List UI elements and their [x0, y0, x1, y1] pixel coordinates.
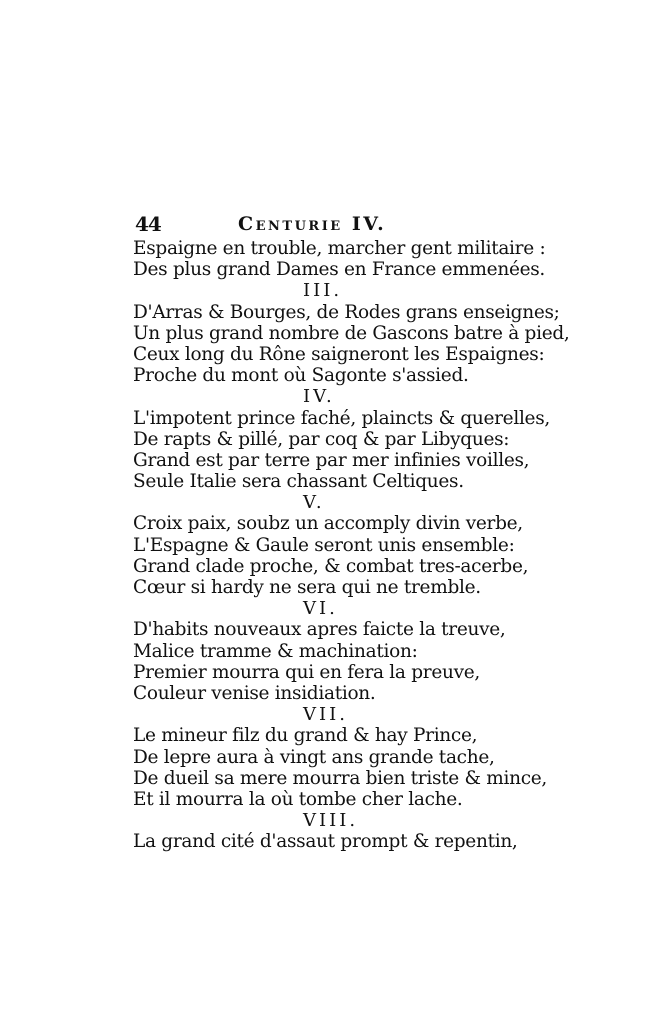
- verse-line: De rapts & pillé, par coq & par Libyques:: [133, 428, 510, 450]
- verse-line: Des plus grand Dames en France emmenées.: [133, 259, 546, 281]
- page-header: [135, 212, 495, 240]
- verse-line: D'Arras & Bourges, de Rodes grans enseignes;: [133, 301, 560, 323]
- verse-line: Ceux long du Rône saigneront les Espaignes:: [133, 343, 545, 365]
- verse-line: Un plus grand nombre de Gascons batre à pied,: [133, 322, 570, 344]
- running-title: Centurie IV.: [238, 213, 387, 235]
- verse-text: [133, 238, 570, 853]
- verse-line: Cœur si hardy ne sera qui ne tremble.: [133, 577, 481, 598]
- verse-line: Grand clade proche, & combat tres-acerbe,: [133, 555, 529, 577]
- quatrain-numeral: III.: [303, 280, 343, 302]
- verse-line: Et il mourra la où tombe cher lache.: [133, 788, 463, 810]
- verse-line: Grand est par terre par mer infinies voilles,: [133, 449, 530, 471]
- verse-line: De lepre aura à vingt ans grande tache,: [133, 746, 495, 768]
- verse-line: Couleur venise insidiation.: [133, 682, 376, 704]
- verse-line: Premier mourra qui en fera la preuve,: [133, 661, 480, 683]
- verse-line: L'impotent prince faché, plaincts & querelles,: [133, 407, 550, 429]
- quatrain-numeral: VIII.: [303, 810, 359, 832]
- verse-line: Malice tramme & machination:: [133, 640, 418, 662]
- quatrain-numeral: VII.: [303, 704, 348, 726]
- verse-line: Croix paix, soubz un accomply divin verbe,: [133, 513, 523, 535]
- verse-line: Seule Italie sera chassant Celtiques.: [133, 471, 464, 493]
- quatrain-numeral: VI.: [303, 598, 338, 620]
- verse-line: Le mineur filz du grand & hay Prince,: [133, 725, 478, 747]
- verse-line: Proche du mont où Sagonte s'assied.: [133, 365, 469, 387]
- verse-line: De dueil sa mere mourra bien triste & mince,: [133, 767, 548, 789]
- quatrain-numeral: IV.: [303, 386, 335, 408]
- verse-line: La grand cité d'assaut prompt & repentin,: [133, 831, 518, 853]
- verse-line: Espaigne en trouble, marcher gent militaire :: [133, 238, 546, 259]
- quatrain-numeral: V.: [303, 492, 325, 514]
- verse-line: D'habits nouveaux apres faicte la treuve,: [133, 619, 506, 641]
- page-number: 44: [135, 212, 161, 236]
- verse-line: L'Espagne & Gaule seront unis ensemble:: [133, 534, 515, 556]
